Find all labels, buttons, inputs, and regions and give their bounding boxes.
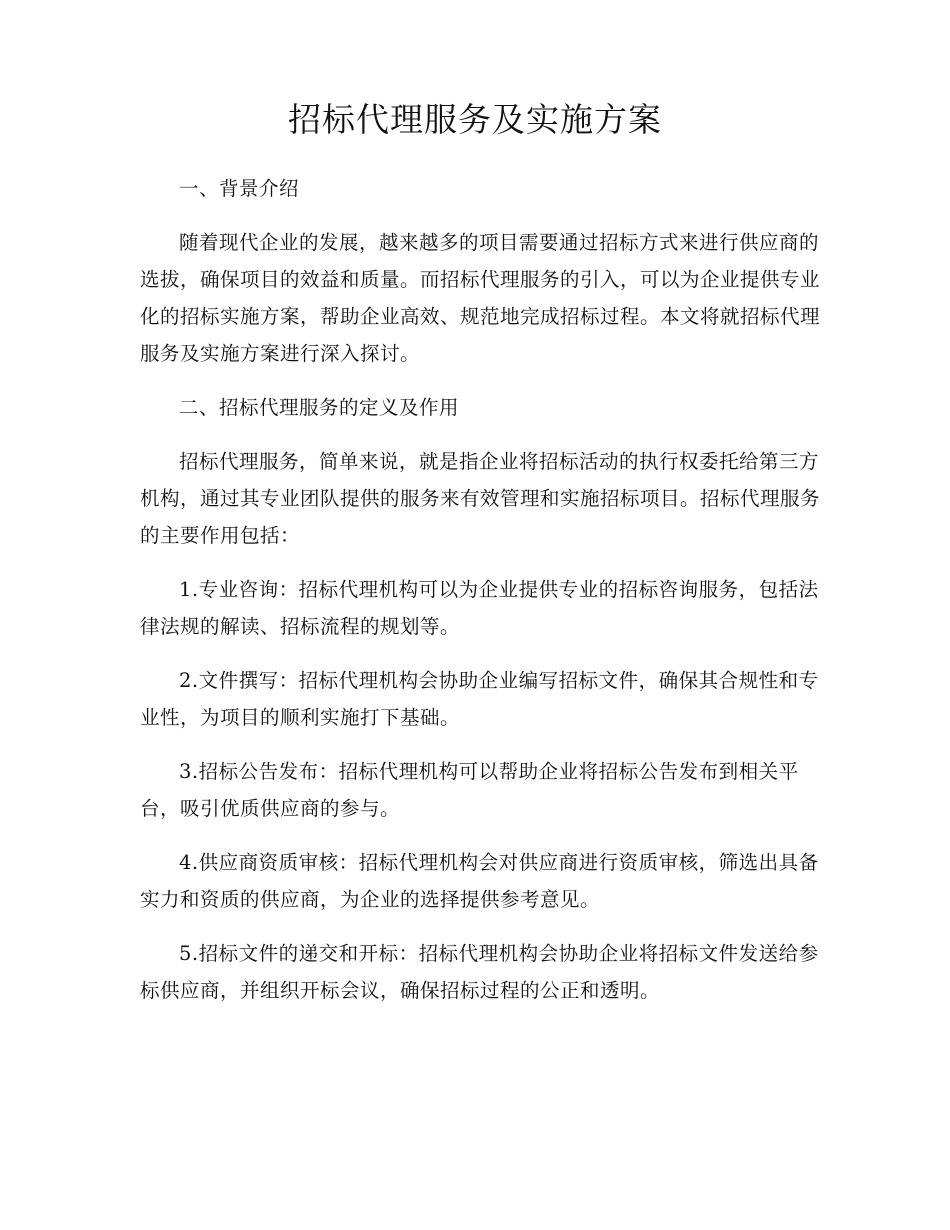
paragraph-background: 随着现代企业的发展，越来越多的项目需要通过招标方式来进行供应商的选拔，确保项目的效益和质量。而招标代理服务的引入，可以为企业提供专业化的招标实施方案，帮助企业高效、规范地完成招标过程。本文将就招标代理服务及实施方案进行深入探讨。: [140, 231, 821, 365]
document-body: [140, 170, 820, 1026]
section-heading-definition: 二、招标代理服务的定义及作用: [179, 396, 460, 419]
document-title: 招标代理服务及实施方案: [288, 100, 662, 139]
paragraph-definition: 招标代理服务，简单来说，就是指企业将招标活动的执行权委托给第三方机构，通过其专业团队提供的服务来有效管理和实施招标项目。招标代理服务的主要作用包括：: [140, 450, 821, 547]
list-item-submission-opening: 5.招标文件的递交和开标：招标代理机构会协助企业将招标文件发送给参标供应商，并组织开标会议，确保招标过程的公正和透明。: [140, 942, 819, 1002]
section-heading-background: 一、背景介绍: [179, 177, 300, 200]
list-item-document-writing: 2.文件撰写：招标代理机构会协助企业编写招标文件，确保其合规性和专业性，为项目的顺利实施打下基础。: [140, 669, 819, 729]
list-item-consulting: 1.专业咨询：招标代理机构可以为企业提供专业的招标咨询服务，包括法律法规的解读、招标流程的规划等。: [140, 578, 819, 638]
list-item-announcement: 3.招标公告发布：招标代理机构可以帮助企业将招标公告发布到相关平台，吸引优质供应商的参与。: [140, 760, 799, 820]
list-item-qualification-review: 4.供应商资质审核：招标代理机构会对供应商进行资质审核，筛选出具备实力和资质的供应商，为企业的选择提供参考意见。: [140, 851, 819, 911]
